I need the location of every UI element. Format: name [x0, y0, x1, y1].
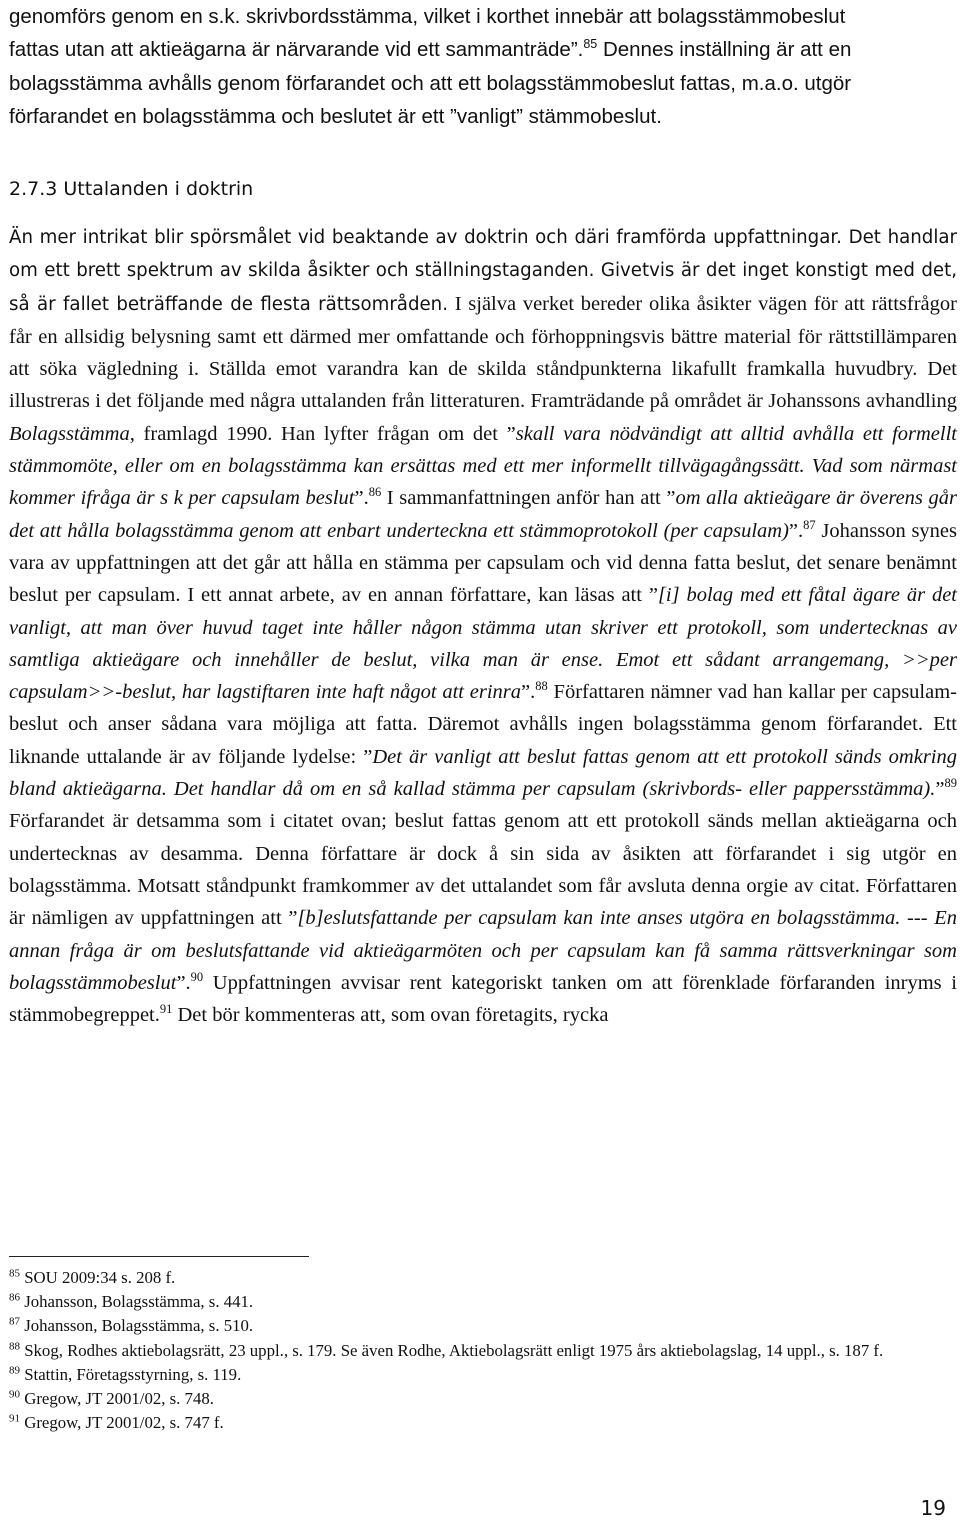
footnote-87: $^{87}$ Johansson, Bolagsstämma, s. 510.	[9, 1315, 254, 1336]
body-sans-intro: Än mer intrikat blir spörsmålet vid beaktande av doktrin och däri framförda uppfattningar. Det handlar om ett brett spektrum av skilda åsikter och ställningstaganden. Givetvis är det inget konstigt med det, så är fallet beträffande de flesta rättsområden.	[9, 227, 957, 315]
footnote-89: $^{89}$ Stattin, Företagsstyrning, s. 119.	[9, 1364, 242, 1384]
intro-line-1: genomförs genom en s.k. skrivbordsstämma, vilket i korthet innebär att bolagsstämmobeslut	[9, 5, 846, 28]
book-title: Bolagsstämma	[9, 422, 130, 445]
footnote-ref-91[interactable]: 91	[159, 1002, 173, 1017]
body-text-3: , framlagd 1990. Han lyfter frågan om det	[129, 422, 507, 445]
footnote-85: $^{85}$ SOU 2009:34 s. 208 f.	[9, 1267, 176, 1287]
body-text-5: Johansson synes vara av uppfattningen att det går att hålla en stämma per capsulam och vid denna fatta beslut, det senare benämnt beslut per capsulam. I ett annat arbete, av en annan författare, kan läsas att	[9, 519, 957, 607]
quote-2: om alla aktieägare är överens går det att hålla bolagsstämma genom att enbart underteckna ett stämmoprotokoll (per capsulam)	[9, 487, 957, 542]
footnote-90: $^{90}$ Gregow, JT 2001/02, s. 748.	[9, 1388, 214, 1409]
body-paragraph: Än mer intrikat blir spörsmålet vid beaktande av doktrin och däri framförda uppfattningar. Det handlar om ett brett spektrum av skilda åsikter och ställningstaganden. Givetvis är det inget konstigt med det, så är fallet beträffande de flesta rättsområden. I själva verket bereder olika åsikter vägen för att rättsfrågor får en allsidig belysning samt ett därmed mer omfattande och förhoppningsvis bättre material för rättstillämparen att söka vägledning i. Ställda emot varandra kan de skilda ståndpunkterna likafullt framkalla huvudbry. Det illustreras i det följande med några uttalanden från litteraturen. Framträdande på området är Johanssons avhandling Bolagsstämma, framlagd 1990. Han lyfter frågan om det ”skall vara nödvändigt att alltid avhålla ett formellt stämmomöte, eller om en bolagsstämma kan ersättas med ett mer informellt tillvägagångssätt. Vad som närmast kommer ifråga är s k per capsulam beslut”.$^{86}$ I sammanfattningen anför han att ”om alla aktieägare är överens går det att hålla bolagsstämma genom att enbart underteckna ett stämmoprotokoll (per capsulam)”.$^{87}$ Johansson synes vara av uppfattningen att det går att hålla en stämma per capsulam och vid denna fatta beslut, det senare benämnt beslut per capsulam. I ett annat arbete, av en annan författare, kan läsas att ”[i] bolag med ett fåtal ägare är det vanligt, att man över huvud taget inte håller någon stämma utan skriver ett protokoll, som undertecknas av samtliga aktieägare och innehåller de beslut, vilka man är ense. Emot ett sådant arrangemang, >>per capsulam>>-beslut, har lagstiftaren inte haft något att erinra”.$^{88}$ Författaren nämner vad han kallar per capsulam-beslut och anser sådana vara möjliga att fatta. Däremot avhålls ingen bolagsstämma genom förfarandet. Ett liknande uttalande är av följande lydelse: ”Det är vanligt att beslut fattas genom att ett protokoll sänds omkring bland aktieägarna. Det handlar då om en så kallad stämma per capsulam (skrivbords- eller pappersstämma).”$^{89}$ Förfarandet är detsamma som i citatet ovan; beslut fattas genom att ett protokoll sänds mellan aktieägarna och undertecknas av desamma. Denna författare är dock å sin sida av åsikten att förfarandet i sig utgör en bolagsstämma. Motsatt ståndpunkt framkommer av det uttalandet som får avsluta denna orgie av citat. Författaren är nämligen av uppfattningen att ”[b]eslutsfattande per capsulam kan inte anses utgöra en bolagsstämma. --- En annan fråga är om beslutsfattande vid aktieägarmöten och per capsulam kan få samma rättsverkningar som bolagsstämmobeslut”.$^{90}$ Uppfattningen avvisar rent kategoriskt tanken om att förenklade förfaranden inryms i stämmobegreppet.$^{91}$ Det bör kommenteras att, som ovan företagits, rycka	[9, 227, 957, 1027]
intro-line-3: bolagsstämma avhålls genom förfarandet och att ett bolagsstämmobeslut fattas, m.a.o. utgör	[9, 71, 852, 95]
footnotes	[9, 1266, 957, 1435]
footnote-ref-88[interactable]: 88	[535, 679, 548, 694]
footnote-86: $^{86}$ Johansson, Bolagsstämma, s. 441.	[9, 1291, 254, 1312]
body-text-4: I sammanfattningen anför han att	[381, 487, 667, 510]
footnote-ref-87[interactable]: 87	[803, 517, 816, 532]
intro-paragraph: genomförs genom en s.k. skrivbordsstämma, vilket i korthet innebär att bolagsstämmobeslut fattas utan att aktieägarna är närvarande vid ett sammanträde”.$^{85}$ Dennes inställning är att en bolagsstämma avhålls genom förfarandet och att ett bolagsstämmobeslut fattas, m.a.o. utgör förfarandet en bolagsstämma och beslutet är ett ”vanligt” stämmobeslut.	[9, 5, 852, 129]
body-text-8: Uppfattningen avvisar rent kategoriskt tanken om att förenklade förfaranden inryms i stämmobegreppet.	[9, 971, 957, 1027]
intro-line-4-pre: förfarandet en bolagsstämma och beslutet är ett ”vanligt” stämmobeslut.	[9, 105, 662, 129]
quote-3: [i] bolag med ett fåtal ägare är det vanligt, att man över huvud taget inte håller någon stämma utan skriver ett protokoll, som undertecknas av samtliga aktieägare och innehåller de beslut, vilka man är ense. Emot ett sådant arrangemang, >>per capsulam>>-beslut, har lagstiftaren inte haft något att erinra	[9, 584, 957, 704]
quote-5: [b]eslutsfattande per capsulam kan inte anses utgöra en bolagsstämma. --- En annan fråga är om beslutsfattande vid aktieägarmöten och per capsulam kan få samma rättsverkningar som bolagsstämmobeslut	[9, 907, 957, 994]
footnote-91: $^{91}$ Gregow, JT 2001/02, s. 747 f.	[9, 1412, 224, 1433]
footnote-ref-85[interactable]: 85	[583, 37, 598, 52]
footnote-ref-89[interactable]: 89	[944, 776, 957, 791]
body-text-2: I själva verket bereder olika åsikter vägen för att rättsfrågor får en allsidig belysning samt ett därmed mer omfattande och förhoppningsvis bättre material för rättstillämparen att söka vägledning i. Ställda emot varandra kan de skilda ståndpunkterna likafullt framkalla huvudbry. Det illustreras i det följande med några uttalanden från litteraturen. Framträdande på området är Johanssons avhandling	[9, 292, 957, 413]
intro-line-2b: Dennes inställning är att en	[597, 38, 852, 62]
section-heading: 2.7.3 Uttalanden i doktrin	[9, 178, 254, 200]
page-number: 19	[920, 1496, 946, 1520]
body-text-7: Förfarandet är detsamma som i citatet ovan; beslut fattas genom att ett protokoll sänds mellan aktieägarna och undertecknas av desamma. Denna författare är dock å sin sida av åsikten att förfarandet i sig utgör en bolagsstämma. Motsatt ståndpunkt framkommer av det uttalandet som får avsluta denna orgie av citat. Författaren är nämligen av uppfattningen att	[9, 810, 957, 930]
footnote-ref-86[interactable]: 86	[368, 485, 382, 500]
quote-1: skall vara nödvändigt att alltid avhålla ett formellt stämmomöte, eller om en bolagsstämma kan ersättas med ett mer informellt tillvägagångssätt. Vad som närmast kommer ifråga är s k per capsulam beslut	[9, 422, 957, 510]
quote-4: Det är vanligt att beslut fattas genom att ett protokoll sänds omkring bland aktieägarna. Det handlar då om en så kallad stämma per capsulam (skrivbords- eller pappersstämma).	[9, 745, 957, 801]
footnote-88: $^{88}$ Skog, Rodhes aktiebolagsrätt, 23 uppl., s. 179. Se även Rodhe, Aktiebolagsrätt enligt 1975 års aktiebolagslag, 14 uppl., s. 187 f.	[9, 1340, 884, 1360]
body-text-9: Det bör kommenteras att, som ovan företagits, rycka	[172, 1004, 609, 1027]
body-text-6: Författaren nämner vad han kallar per capsulam-beslut och anser sådana vara möjliga att fatta. Däremot avhålls ingen bolagsstämma genom förfarandet. Ett liknande uttalande är av följande lydelse:	[9, 681, 957, 768]
intro-line-2a: fattas utan att aktieägarna är närvarande vid ett sammanträde	[9, 38, 571, 62]
footnote-ref-90[interactable]: 90	[190, 970, 204, 984]
footnote-divider	[9, 1256, 309, 1257]
